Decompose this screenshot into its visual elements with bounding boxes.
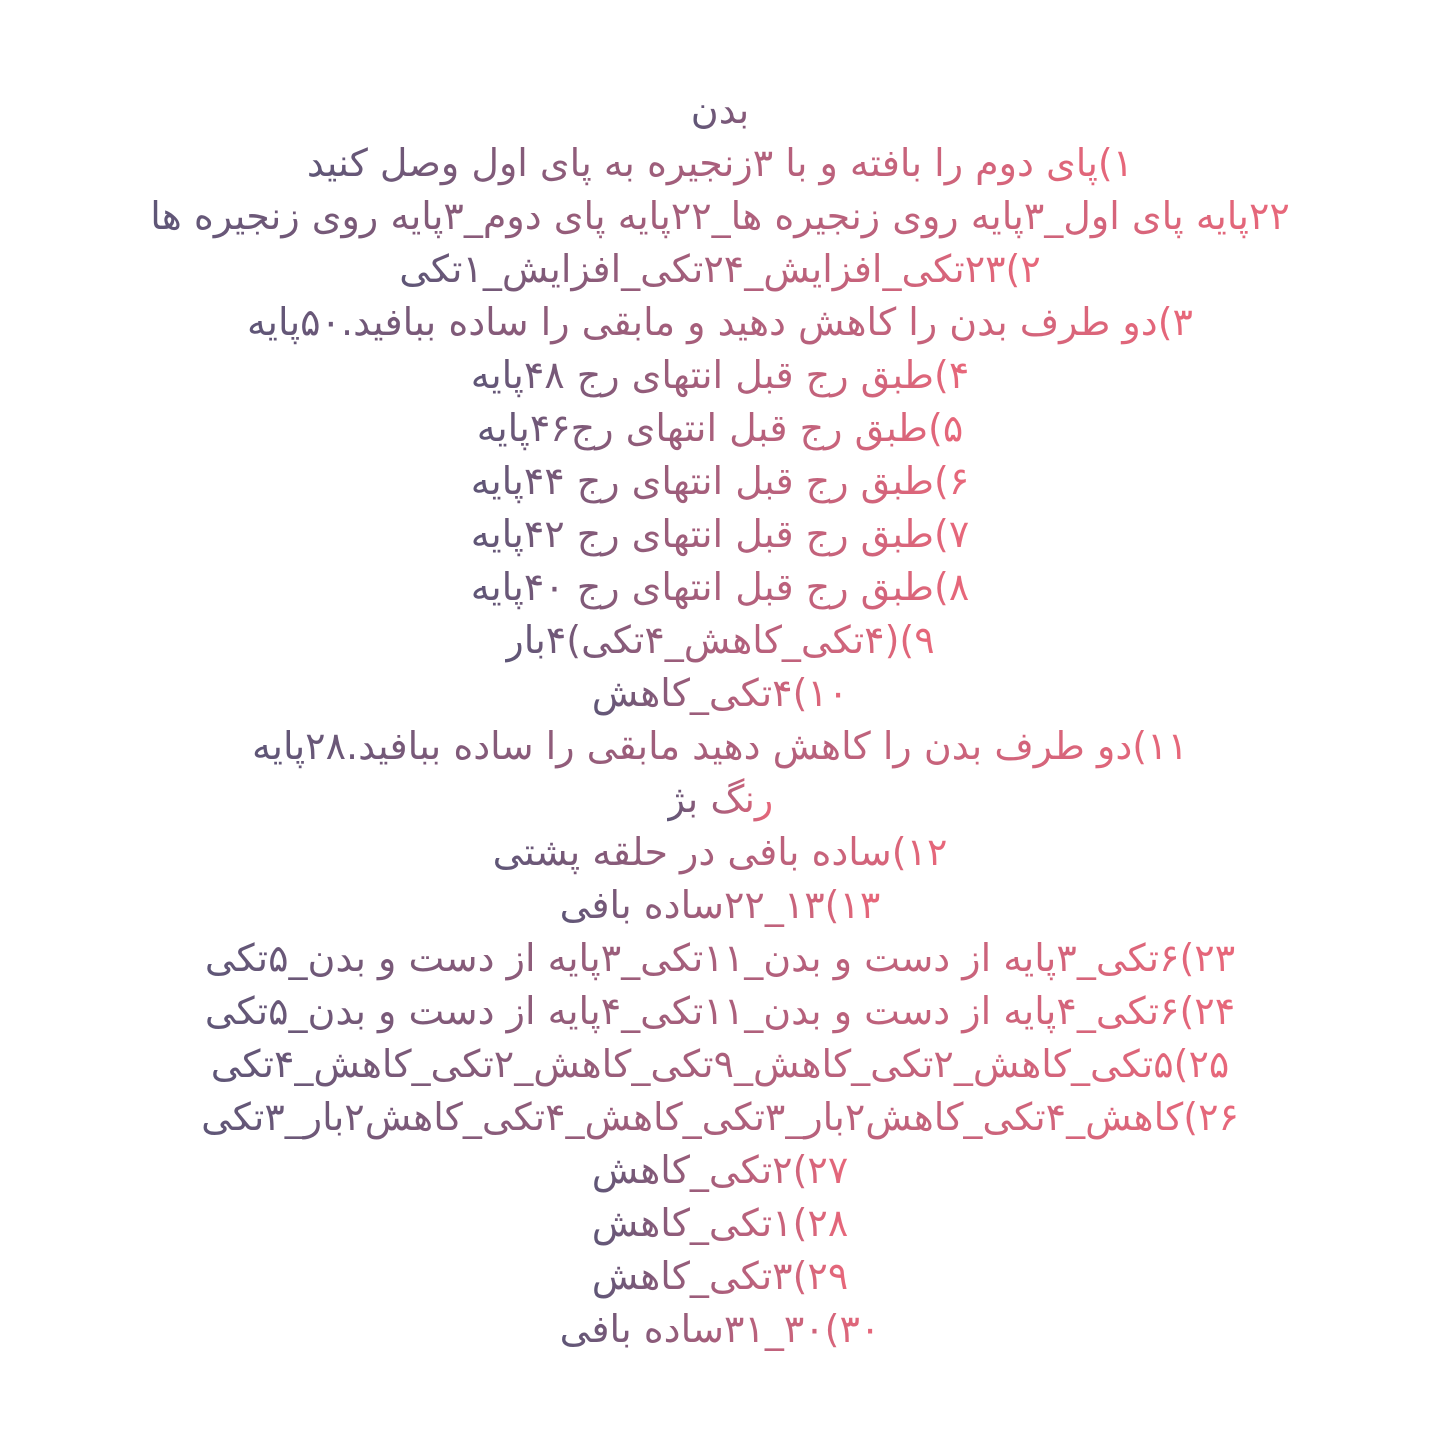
pattern-line: ۴)طبق رج قبل انتهای رج ۴۸پایه bbox=[471, 349, 970, 402]
pattern-line: ۲)۲۳تکی_افزایش_۲۴تکی_افزایش_۱تکی bbox=[399, 243, 1041, 296]
pattern-line: ۳۰)۳۰_۳۱ساده بافی bbox=[560, 1303, 881, 1356]
pattern-line: ۲۳)۶تکی_۳پایه از دست و بدن_۱۱تکی_۳پایه از دست و بدن_۵تکی bbox=[205, 932, 1235, 985]
pattern-line: ۶)طبق رج قبل انتهای رج ۴۴پایه bbox=[471, 455, 970, 508]
pattern-line: ۲۴)۶تکی_۴پایه از دست و بدن_۱۱تکی_۴پایه از دست و بدن_۵تکی bbox=[205, 985, 1235, 1038]
pattern-line: ۲۸)۱تکی_کاهش bbox=[592, 1197, 848, 1250]
pattern-line: ۱۰)۴تکی_کاهش bbox=[592, 667, 848, 720]
pattern-line: ۲۵)۵تکی_کاهش_۲تکی_کاهش_۹تکی_کاهش_۲تکی_کاهش_۴تکی bbox=[211, 1038, 1230, 1091]
pattern-line: ۲۶)کاهش_۴تکی_کاهش۲بار_۳تکی_کاهش_۴تکی_کاهش۲بار_۳تکی bbox=[201, 1091, 1239, 1144]
pattern-line: ۱)پای دوم را بافته و با ۳زنجیره به پای اول وصل کنید bbox=[307, 137, 1133, 190]
pattern-line: ۱۱)دو طرف بدن را کاهش دهید مابقی را ساده ببافید.۲۸پایه bbox=[252, 720, 1188, 773]
document-title: بدن bbox=[691, 84, 749, 137]
pattern-line: ۳)دو طرف بدن را کاهش دهید و مابقی را ساده ببافید.۵۰پایه bbox=[247, 296, 1193, 349]
pattern-line: ۸)طبق رج قبل انتهای رج ۴۰پایه bbox=[471, 561, 970, 614]
pattern-line: ۷)طبق رج قبل انتهای رج ۴۲پایه bbox=[471, 508, 970, 561]
pattern-line: ۵)طبق رج قبل انتهای رج۴۶پایه bbox=[477, 402, 964, 455]
pattern-line: ۲۹)۳تکی_کاهش bbox=[592, 1250, 848, 1303]
pattern-line: ۲۲پایه پای اول_۳پایه روی زنجیره ها_۲۲پایه پای دوم_۳پایه روی زنجیره ها bbox=[150, 190, 1290, 243]
pattern-line: ۲۷)۲تکی_کاهش bbox=[592, 1144, 848, 1197]
pattern-line: ۹)(۴تکی_کاهش_۴تکی)۴بار bbox=[505, 614, 934, 667]
pattern-line: ۱۳)۱۳_۲۲ساده بافی bbox=[560, 879, 881, 932]
pattern-line: ۱۲)ساده بافی در حلقه پشتی bbox=[493, 826, 948, 879]
color-heading: رنگ بژ bbox=[667, 773, 774, 826]
